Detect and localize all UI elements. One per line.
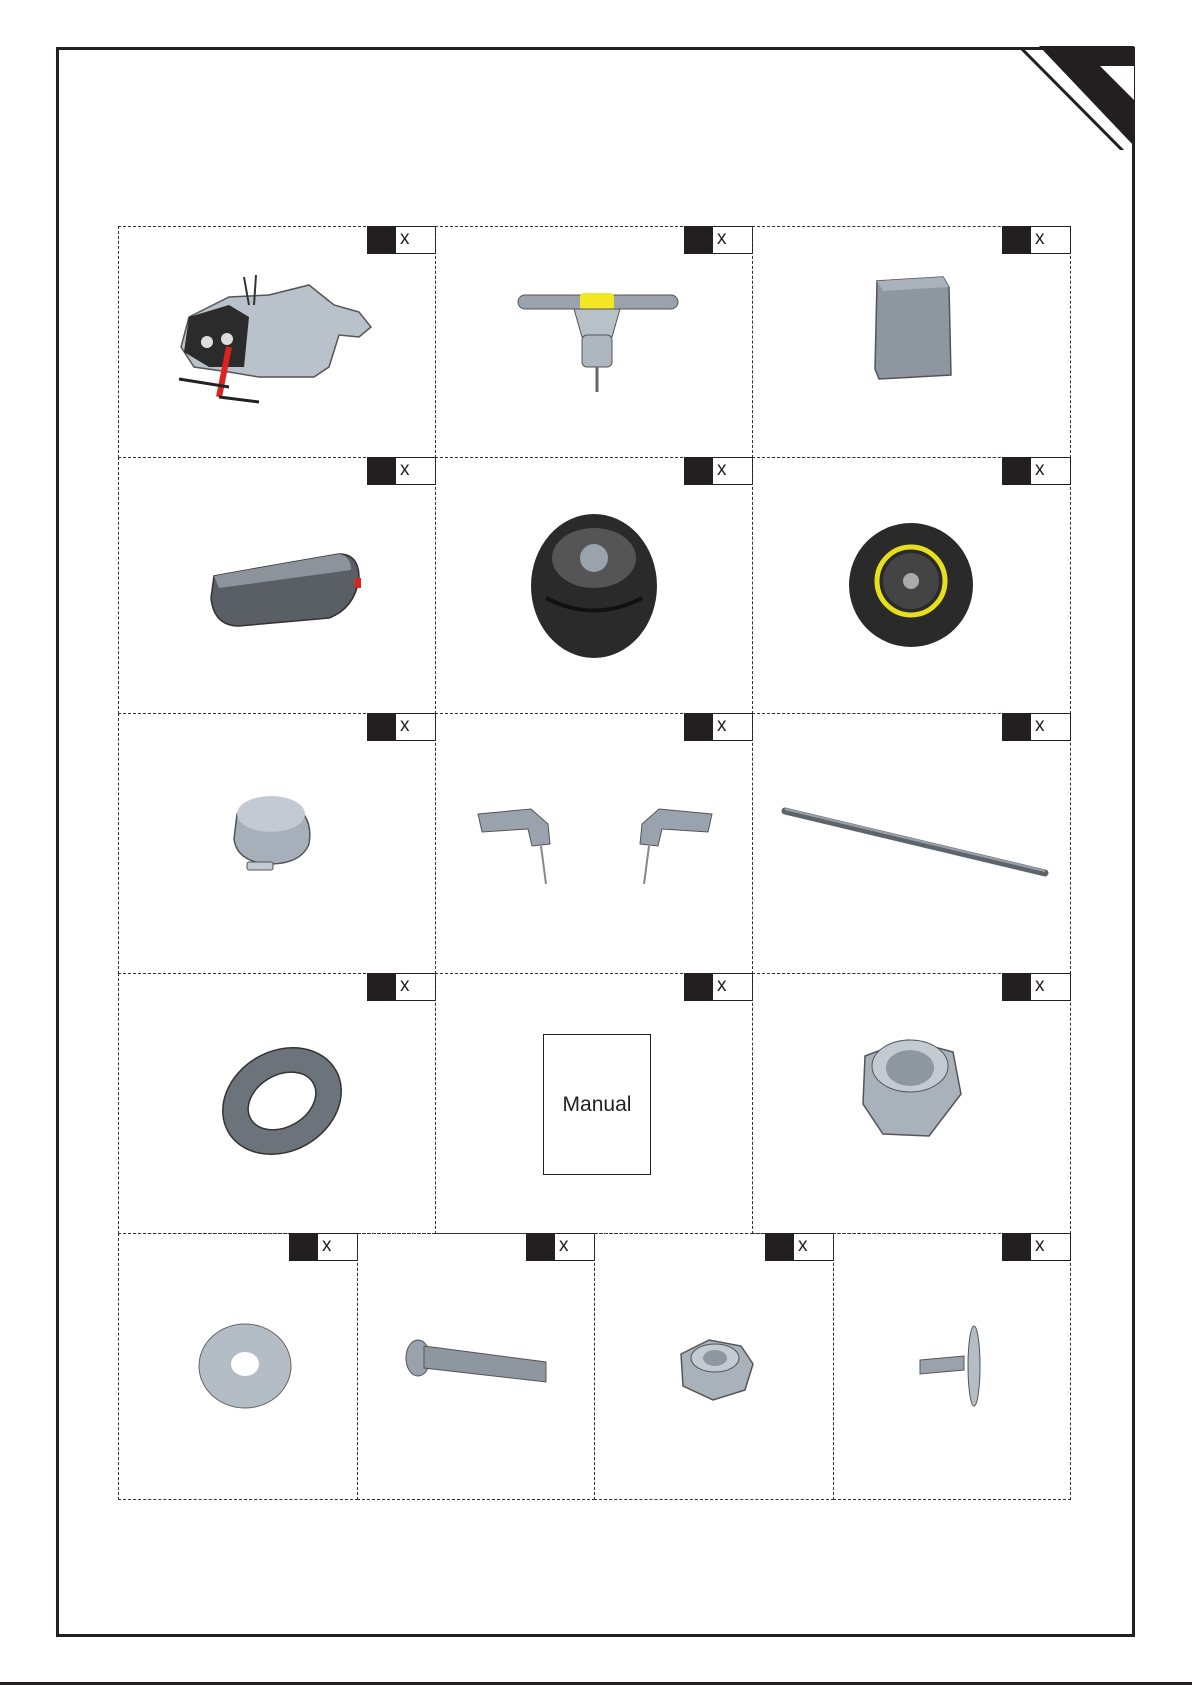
- large-nut-icon: [753, 974, 1072, 1235]
- seat-icon: [119, 458, 437, 715]
- part-cell-battery: [752, 226, 1071, 458]
- wheel-cap-icon: [119, 714, 437, 975]
- battery-icon: [753, 227, 1072, 459]
- small-nut-icon: [595, 1234, 835, 1501]
- part-cell-seat: [118, 457, 436, 714]
- part-cell-axle-rod: [752, 713, 1071, 974]
- part-cell-push-pin: [833, 1233, 1071, 1500]
- part-cell-handlebar: [435, 226, 753, 458]
- quantity-box: x: [367, 973, 436, 1001]
- quantity-box: x: [765, 1233, 834, 1261]
- manual-icon: [543, 1034, 651, 1175]
- atv-body-icon: [119, 227, 437, 459]
- quantity-box: x: [1002, 457, 1071, 485]
- rear-wheel-icon: [436, 458, 754, 715]
- part-cell-wheel-cap: [118, 713, 436, 974]
- part-cell-small-nut: [594, 1233, 834, 1500]
- part-cell-rear-wheel: [435, 457, 753, 714]
- part-cell-large-nut: [752, 973, 1071, 1234]
- quantity-box: x: [684, 713, 753, 741]
- quantity-box: x: [367, 457, 436, 485]
- manual-label: Manual: [562, 1092, 632, 1116]
- quantity-box: x: [526, 1233, 595, 1261]
- part-cell-large-washer: [118, 973, 436, 1234]
- quantity-box: x: [289, 1233, 358, 1261]
- gearbox-motor-icon: [436, 714, 754, 975]
- quantity-box: x: [684, 457, 753, 485]
- quantity-box: x: [367, 713, 436, 741]
- part-cell-manual: [435, 973, 753, 1234]
- axle-rod-icon: [753, 714, 1072, 975]
- bolt-icon: [358, 1234, 596, 1501]
- quantity-box: x: [367, 226, 436, 254]
- part-cell-gearbox-motors: [435, 713, 753, 974]
- quantity-box: x: [1002, 713, 1071, 741]
- part-cell-front-wheel: [752, 457, 1071, 714]
- small-washer-icon: [119, 1234, 359, 1501]
- quantity-box: x: [684, 226, 753, 254]
- corner-tab-icon: [1020, 40, 1138, 150]
- push-pin-icon: [834, 1234, 1072, 1501]
- part-cell-atv-body: [118, 226, 436, 458]
- large-washer-icon: [119, 974, 437, 1235]
- quantity-box: x: [684, 973, 753, 1001]
- part-cell-bolt: [357, 1233, 595, 1500]
- quantity-box: x: [1002, 226, 1071, 254]
- quantity-box: x: [1002, 1233, 1071, 1261]
- quantity-box: x: [1002, 973, 1071, 1001]
- front-wheel-icon: [753, 458, 1072, 715]
- handlebar-icon: [436, 227, 754, 459]
- part-cell-small-washer: [118, 1233, 358, 1500]
